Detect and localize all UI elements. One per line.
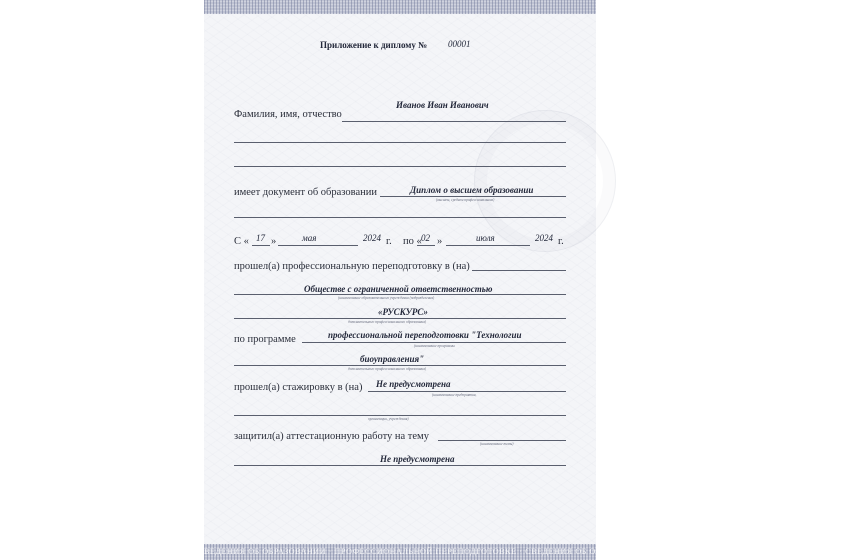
program-hint1: (наименование программы [414, 344, 455, 348]
period-to-day: 02 [421, 233, 430, 243]
period-from-quote: » [271, 236, 277, 247]
thesis-line [438, 440, 566, 441]
period-to-quote: » [437, 236, 443, 247]
thesis-value: Не предусмотрена [380, 454, 455, 464]
retraining-label: прошел(а) профессиональную переподготовку в (на) [234, 261, 470, 272]
education-value: Диплом о высшем образовании [410, 185, 534, 195]
period-from-year-suffix: г. [386, 236, 392, 247]
period-to-year: 2024 [535, 233, 553, 243]
thesis-hint: (наименование темы) [480, 442, 514, 446]
internship-line-2 [234, 415, 566, 416]
internship-label: прошел(а) стажировку в (на) [234, 382, 363, 393]
diploma-appendix-sheet [204, 0, 844, 560]
period-to-label: по « [403, 236, 422, 247]
internship-line [368, 391, 566, 392]
period-from-year: 2024 [363, 233, 381, 243]
period-from-prefix: С « [234, 236, 249, 247]
education-line-2 [234, 217, 566, 218]
retraining-line [472, 270, 566, 271]
thesis-label: защитил(а) аттестационную работу на тему [234, 431, 429, 442]
bottom-band-text: ВЕДЕНИЯ ОБ ОБРАЗОВАНИИ · ПРОФЕССИОНАЛЬНОЙ ПЕРЕПОДГОТОВКЕ · СВЕДЕНИЯ ОБ ОБРАЗОВАНИИ · ПРОФЕССИОНАЛЬНОЙ ПЕРЕПОДГОТОВКЕ [204, 547, 844, 556]
fio-label: Фамилия, имя, отчество [234, 109, 342, 120]
education-hint: (высшем, среднем профессиональном) [436, 198, 495, 202]
program-line2-rule [234, 365, 566, 366]
fio-value: Иванов Иван Иванович [396, 100, 489, 110]
internship-value: Не предусмотрена [376, 379, 451, 389]
fio-line-3 [234, 166, 566, 167]
period-to-day-line [417, 245, 435, 246]
program-label: по программе [234, 334, 296, 345]
bottom-security-band [204, 544, 844, 560]
top-security-band [204, 0, 596, 14]
org-hint1: (наименование образовательного учреждения (подразделения) [338, 296, 435, 300]
org-line1: Обществе с ограниченной ответственностью [304, 284, 493, 294]
appendix-title: Приложение к диплому № [320, 40, 428, 50]
program-line2: биоуправления" [360, 354, 425, 364]
internship-hint1: (наименование предприятия, [432, 393, 477, 397]
internship-hint2: организации, учреждения) [368, 417, 409, 421]
period-from-month-line [278, 245, 358, 246]
org-line2: «РУСКУРС» [378, 307, 428, 317]
program-line1: профессиональной переподготовки "Технологии [328, 330, 522, 340]
program-hint2: дополнительного профессионального образования) [348, 367, 427, 371]
org-hint2: дополнительного профессионального образования) [348, 320, 427, 324]
period-from-day-line [252, 245, 270, 246]
org-line1-rule [234, 294, 566, 295]
education-label: имеет документ об образовании [234, 187, 377, 198]
watermark-emblem [474, 110, 616, 252]
period-to-month: июля [476, 233, 495, 243]
fio-line-2 [234, 142, 566, 143]
period-from-day: 17 [256, 233, 265, 243]
diploma-number: 00001 [448, 39, 471, 49]
fio-line [342, 121, 566, 122]
period-from-month: мая [302, 233, 317, 243]
education-line [380, 196, 566, 197]
thesis-line-2 [234, 465, 566, 466]
program-line1-rule [302, 342, 566, 343]
period-to-month-line [446, 245, 530, 246]
org-line2-rule [234, 318, 566, 319]
period-to-year-suffix: г. [558, 236, 564, 247]
